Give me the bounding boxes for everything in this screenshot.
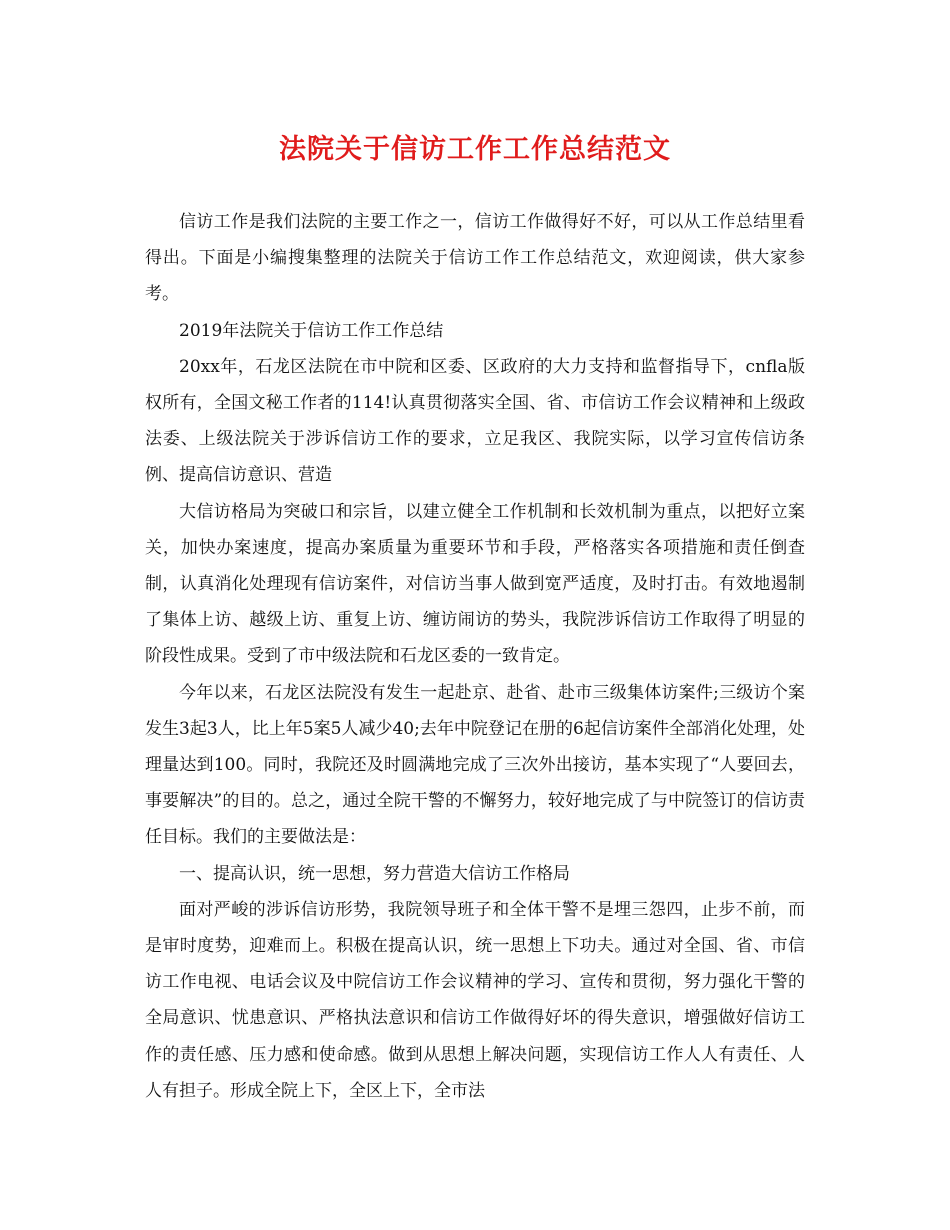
paragraph-subtitle: 2019年法院关于信访工作工作总结 [179,320,444,341]
paragraph-pattern: 大信访格局为突破口和宗旨，以建立健全工作机制和长效机制为重点，以把好立案关，加快办案速度，提高办案质量为重要环节和手段，严格落实各项措施和责任倒查制，认真消化处理现有信访案件，对信访当事人做到宽严适度，及时打击。有效地遏制了集体上访、越级上访、重复上访、缠访闹访的势头，我院涉诉信访工作取得了明显的阶段性成果。受到了市中级法院和石龙区委的一致肯定。 [145,501,805,667]
document-body [145,204,805,1109]
section-heading-1: 一、提高认识，统一思想，努力营造大信访工作格局 [179,863,570,884]
paragraph-overview: 20xx年，石龙区法院在市中院和区委、区政府的大力支持和监督指导下，cnfla版权所有，全国文秘工作者的114!认真贯彻落实全国、省、市信访工作会议精神和上级政法委、上级法院关于涉诉信访工作的要求，立足我区、我院实际，以学习宣传信访条例、提高信访意识、营造 [145,356,805,486]
document-title: 法院关于信访工作工作总结范文 [279,134,671,165]
paragraph-section-1: 面对严峻的涉诉信访形势，我院领导班子和全体干警不是埋三怨四，止步不前，而是审时度势，迎难而上。积极在提高认识，统一思想上下功夫。通过对全国、省、市信访工作电视、电话会议及中院信访工作会议精神的学习、宣传和贯彻，努力强化干警的全局意识、忧患意识、严格执法意识和信访工作做得好坏的得失意识，增强做好信访工作的责任感、压力感和使命感。做到从思想上解决问题，实现信访工作人人有责任、人人有担子。形成全院上下，全区上下，全市法 [145,899,805,1101]
paragraph-intro: 信访工作是我们法院的主要工作之一，信访工作做得好不好，可以从工作总结里看得出。下面是小编搜集整理的法院关于信访工作工作总结范文，欢迎阅读，供大家参考。 [145,212,805,305]
paragraph-results: 今年以来，石龙区法院没有发生一起赴京、赴省、赴市三级集体访案件;三级访个案发生3起3人，比上年5案5人减少40;去年中院登记在册的6起信访案件全部消化处理，处理量达到100。同时，我院还及时圆满地完成了三次外出接访，基本实现了“人要回去，事要解决”的目的。总之，通过全院干警的不懈努力，较好地完成了与中院签订的信访责任目标。我们的主要做法是： [145,682,805,848]
